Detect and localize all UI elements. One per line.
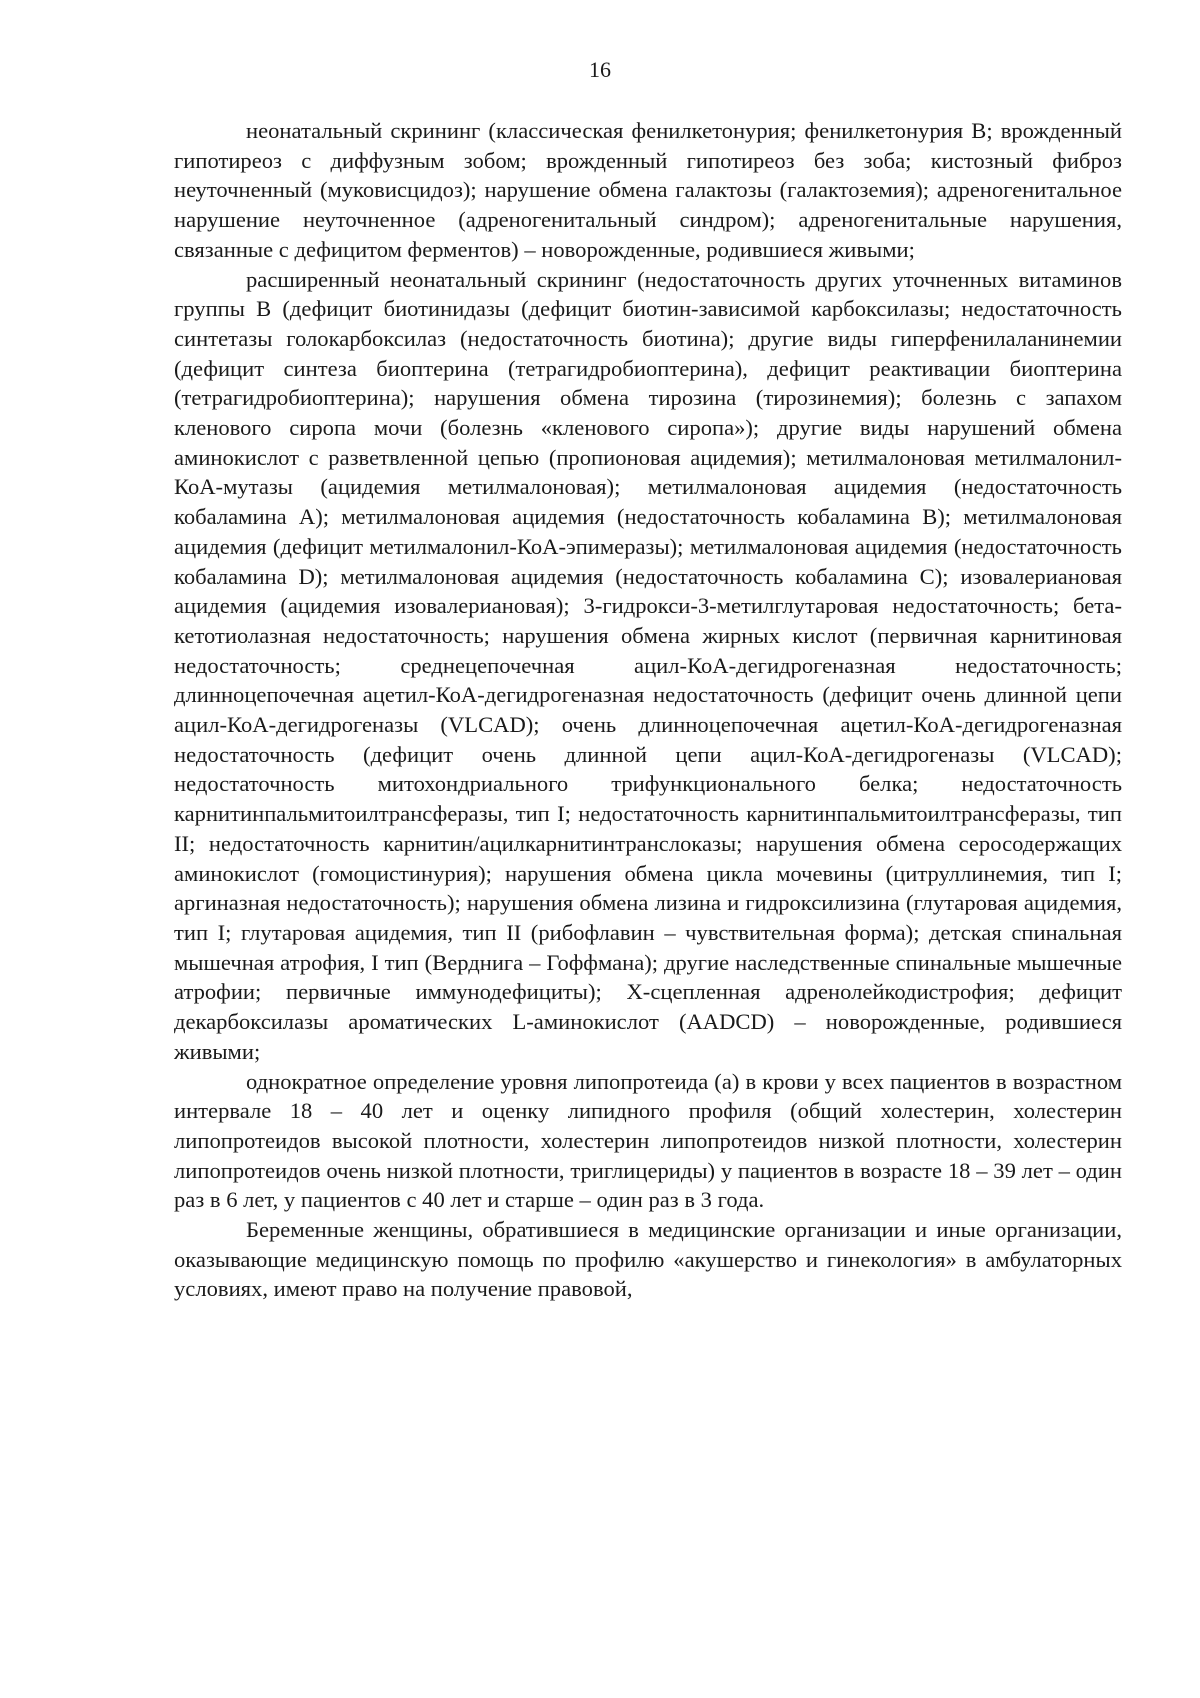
paragraph-pregnant-women: Беременные женщины, обратившиеся в медицинские организации и иные организации, оказывающие медицинскую помощь по профилю «акушерство и гинекология» в амбулаторных условиях, имеют право на получение правовой, — [174, 1217, 1122, 1302]
document-body — [174, 116, 1122, 1304]
paragraph-extended-neonatal-screening: расширенный неонатальный скрининг (недостаточность других уточненных витаминов группы В (дефицит биотинидазы (дефицит биотин-зависимой карбоксилазы; недостаточность синтетазы голокарбоксилаз (недостаточность биотина); другие виды гиперфенилаланинемии (дефицит синтеза биоптерина (тетрагидробиоптерина), дефицит реактивации биоптерина (тетрагидробиоптерина); нарушения обмена тирозина (тирозинемия); болезнь с запахом кленового сиропа мочи (болезнь «кленового сиропа»); другие виды нарушений обмена аминокислот с разветвленной цепью (пропионовая ацидемия); метилмалоновая метилмалонил-КоА-мутазы (ацидемия метилмалоновая); метилмалоновая ацидемия (недостаточность кобаламина А); метилмалоновая ацидемия (недостаточность кобаламина В); метилмалоновая ацидемия (дефицит метилмалонил-КоА-эпимеразы); метилмалоновая ацидемия (недостаточность кобаламина D); метилмалоновая ацидемия (недостаточность кобаламина С); изовалериановая ацидемия (ацидемия изовалериановая); 3-гидрокси-3-метилглутаровая недостаточность; бета-кетотиолазная недостаточность; нарушения обмена жирных кислот (первичная карнитиновая недостаточность; среднецепочечная ацил-КоА-дегидрогеназная недостаточность; длинноцепочечная ацетил-КоА-дегидрогеназная недостаточность (дефицит очень длинной цепи ацил-КоА-дегидрогеназы (VLCAD); очень длинноцепочечная ацетил-КоА-дегидрогеназная недостаточность (дефицит очень длинной цепи ацил-КоА-дегидрогеназы (VLCAD); недостаточность митохондриального трифункционального белка; недостаточность карнитинпальмитоилтрансферазы, тип I; недостаточность карнитинпальмитоилтрансферазы, тип II; недостаточность карнитин/ацилкарнитинтранслоказы; нарушения обмена серосодержащих аминокислот (гомоцистинурия); нарушения обмена цикла мочевины (цитруллинемия, тип I; аргиназная недостаточность); нарушения обмена лизина и гидроксилизина (глутаровая ацидемия, тип I; глутаровая ацидемия, тип II (рибофлавин – чувствительная форма); детская спинальная мышечная атрофия, I тип (Верднига – Гоффмана); другие наследственные спинальные мышечные атрофии; первичные иммунодефициты); Х-сцепленная адренолейкодистрофия; дефицит декарбоксилазы ароматических L-аминокислот (AADCD) – новорожденные, родившиеся живыми; — [174, 266, 1122, 1064]
page-number: 16 — [589, 57, 611, 82]
paragraph-neonatal-screening: неонатальный скрининг (классическая фенилкетонурия; фенилкетонурия B; врожденный гипотиреоз с диффузным зобом; врожденный гипотиреоз без зоба; кистозный фиброз неуточненный (муковисцидоз); нарушение обмена галактозы (галактоземия); адреногенитальное нарушение неуточненное (адреногенитальный синдром); адреногенитальные нарушения, связанные с дефицитом ферментов) – новорожденные, родившиеся живыми; — [174, 118, 1122, 262]
paragraph-lipoprotein-test: однократное определение уровня липопротеида (а) в крови у всех пациентов в возрастном интервале 18 – 40 лет и оценку липидного профиля (общий холестерин, холестерин липопротеидов высокой плотности, холестерин липопротеидов низкой плотности, холестерин липопротеидов очень низкой плотности, триглицериды) у пациентов в возрасте 18 – 39 лет – один раз в 6 лет, у пациентов с 40 лет и старше – один раз в 3 года. — [174, 1068, 1122, 1213]
